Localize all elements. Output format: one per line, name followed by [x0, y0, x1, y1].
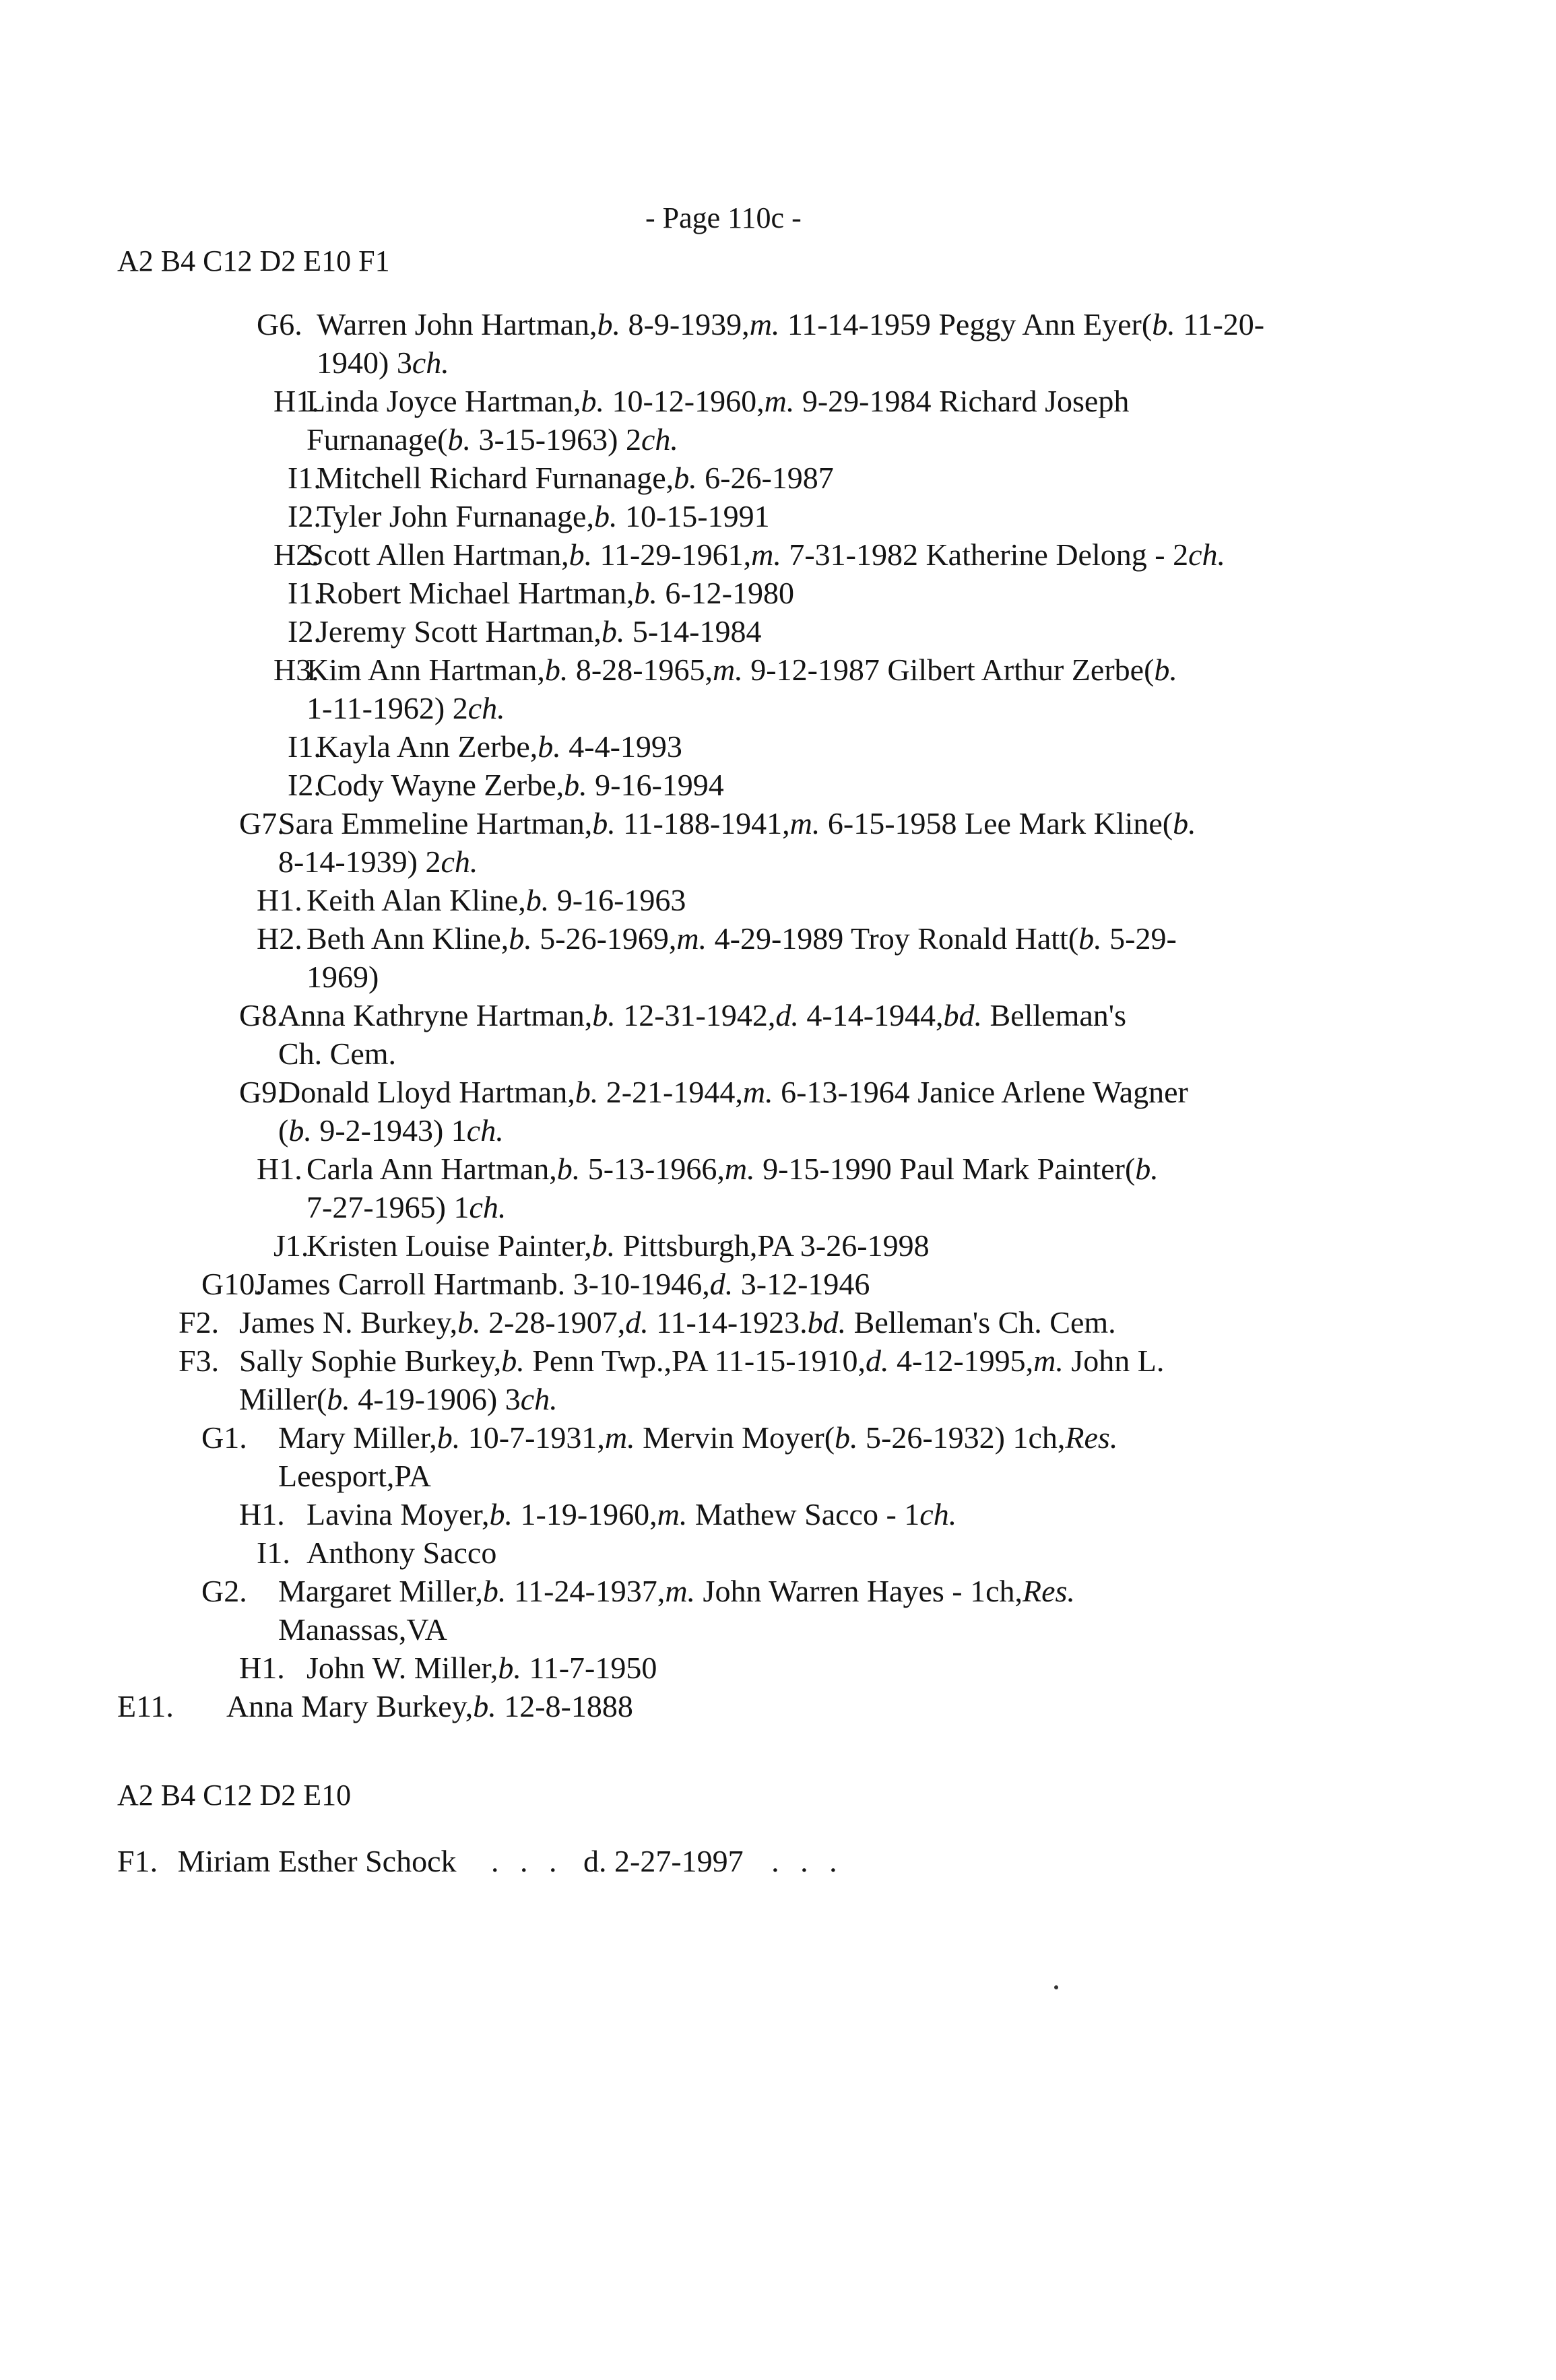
entry-text-continued: 1969): [306, 960, 379, 994]
genealogy-entry: [288, 497, 770, 535]
entry-text: Kayla Ann Zerbe,b. 4-4-1993: [317, 729, 682, 764]
entry-number: I1.: [288, 576, 321, 610]
genealogy-entry: [288, 459, 834, 497]
entry-text: Keith Alan Kline,b. 9-16-1963: [306, 883, 686, 917]
entry-text: Anthony Sacco: [306, 1535, 497, 1570]
entry-number: I2.: [288, 499, 321, 533]
genealogy-entry: [257, 1150, 1159, 1224]
genealogy-entry: [201, 1265, 870, 1303]
entry-text-continued: Manassas,VA: [278, 1612, 447, 1647]
entry-text: Sally Sophie Burkey,b. Penn Twp.,PA 11-15-1910,d. 4-12-1995,m. John L.: [239, 1344, 1165, 1378]
genealogy-entry: [201, 1572, 1075, 1647]
page-title: - Page 110c -: [645, 201, 802, 234]
entry-number: G2.: [201, 1574, 247, 1608]
scan-speck: [1054, 1985, 1058, 1989]
entry-text-continued: Leesport,PA: [278, 1459, 432, 1493]
genealogy-entry: [117, 1687, 633, 1725]
entry-number: F2.: [179, 1305, 220, 1340]
genealogy-entry: [239, 1649, 657, 1687]
genealogy-entry: [288, 574, 794, 612]
genealogy-entry: [239, 804, 1196, 879]
footer-entry: [117, 1843, 844, 1879]
entry-text: Mitchell Richard Furnanage,b. 6-26-1987: [317, 461, 834, 495]
entry-text-continued: (b. 9-2-1943) 1ch.: [278, 1113, 504, 1148]
entry-number: H1.: [239, 1651, 285, 1685]
entry-number: I2.: [288, 614, 321, 649]
entry-number: G9.: [239, 1075, 285, 1109]
footer-entry-number: F1.: [117, 1844, 158, 1878]
genealogy-entry: [273, 535, 1225, 574]
entry-text-continued: 1940) 3ch.: [317, 345, 449, 380]
genealogy-entry: [239, 1073, 1188, 1148]
entry-text: Robert Michael Hartman,b. 6-12-1980: [317, 576, 794, 610]
entry-number: J1.: [273, 1228, 309, 1263]
entry-text: Warren John Hartman,b. 8-9-1939,m. 11-14-1959 Peggy Ann Eyer(b. 11-20-: [317, 307, 1265, 341]
entry-text: Mary Miller,b. 10-7-1931,m. Mervin Moyer(b. 5-26-1932) 1ch,Res.: [278, 1420, 1118, 1455]
genealogy-entry: [273, 382, 1130, 457]
entry-text: Sara Emmeline Hartman,b. 11-188-1941,m. 6-15-1958 Lee Mark Kline(b.: [278, 806, 1196, 840]
genealogy-entry: [273, 651, 1177, 725]
entry-number: I1.: [288, 729, 321, 764]
entry-text-continued: 7-27-1965) 1ch.: [306, 1190, 507, 1224]
entry-text: Anna Mary Burkey,b. 12-8-1888: [226, 1689, 633, 1723]
entry-number: G8.: [239, 998, 285, 1032]
entry-number: G7.: [239, 806, 285, 840]
genealogy-entry: [257, 881, 686, 919]
entry-text-continued: 8-14-1939) 2ch.: [278, 845, 478, 879]
entry-number: H1.: [239, 1497, 285, 1531]
entry-text: Scott Allen Hartman,b. 11-29-1961,m. 7-31-1982 Katherine Delong - 2ch.: [306, 537, 1225, 572]
genealogy-entry: [257, 305, 1265, 380]
entry-text: Margaret Miller,b. 11-24-1937,m. John Warren Hayes - 1ch,Res.: [278, 1574, 1075, 1608]
entry-number: E11.: [117, 1689, 174, 1723]
entry-number: H1.: [273, 384, 319, 418]
entry-number: H3.: [273, 653, 319, 687]
entry-text-continued: Furnanage(b. 3-15-1963) 2ch.: [306, 422, 678, 457]
footer-lineage-code: A2 B4 C12 D2 E10: [117, 1779, 352, 1812]
entry-text-continued: 1-11-1962) 2ch.: [306, 691, 505, 725]
genealogy-entry: [179, 1303, 1116, 1342]
genealogy-entry: [179, 1342, 1165, 1416]
genealogy-entry: [201, 1418, 1118, 1493]
entry-text: Donald Lloyd Hartman,b. 2-21-1944,m. 6-13-1964 Janice Arlene Wagner: [278, 1075, 1188, 1109]
entry-number: G1.: [201, 1420, 247, 1455]
entry-number: H1.: [257, 883, 302, 917]
entry-number: I2.: [288, 768, 321, 802]
entry-text: Kim Ann Hartman,b. 8-28-1965,m. 9-12-1987 Gilbert Arthur Zerbe(b.: [306, 653, 1177, 687]
genealogy-entry: [239, 996, 1126, 1071]
entry-number: H2.: [257, 921, 302, 956]
footer-entry-name: Miriam Esther Schock: [177, 1844, 457, 1878]
entry-text: James Carroll Hartmanb. 3-10-1946,d. 3-12-1946: [255, 1267, 870, 1301]
entry-number: I1.: [257, 1535, 290, 1570]
entry-text: Kristen Louise Painter,b. Pittsburgh,PA 3-26-1998: [306, 1228, 930, 1263]
entry-number: G6.: [257, 307, 302, 341]
header-lineage-code: A2 B4 C12 D2 E10 F1: [117, 244, 390, 277]
genealogy-entry: [239, 1495, 957, 1533]
entry-number: G10.: [201, 1267, 263, 1301]
entry-text: John W. Miller,b. 11-7-1950: [306, 1651, 657, 1685]
genealogy-entry: [288, 766, 724, 804]
entry-text: Linda Joyce Hartman,b. 10-12-1960,m. 9-29-1984 Richard Joseph: [306, 384, 1130, 418]
entry-text: Anna Kathryne Hartman,b. 12-31-1942,d. 4-14-1944,bd. Belleman's: [278, 998, 1126, 1032]
entry-number: H2.: [273, 537, 319, 572]
entry-text: James N. Burkey,b. 2-28-1907,d. 11-14-1923.bd. Belleman's Ch. Cem.: [239, 1305, 1116, 1340]
footer-dots-1: . . .: [491, 1844, 564, 1878]
entry-text-continued: Miller(b. 4-19-1906) 3ch.: [239, 1382, 558, 1416]
genealogy-entry: [288, 612, 762, 651]
entry-number: F3.: [179, 1344, 220, 1378]
entry-number: H1.: [257, 1152, 302, 1186]
entry-text: Carla Ann Hartman,b. 5-13-1966,m. 9-15-1990 Paul Mark Painter(b.: [306, 1152, 1159, 1186]
entry-text: Lavina Moyer,b. 1-19-1960,m. Mathew Sacco - 1ch.: [306, 1497, 957, 1531]
genealogy-entry: [273, 1226, 930, 1265]
genealogy-entry: [288, 727, 682, 766]
footer-dots-2: . . .: [771, 1844, 844, 1878]
entry-text: Jeremy Scott Hartman,b. 5-14-1984: [317, 614, 762, 649]
genealogy-entry: [257, 1533, 497, 1572]
entry-text: Tyler John Furnanage,b. 10-15-1991: [317, 499, 770, 533]
entry-number: I1.: [288, 461, 321, 495]
entry-text: Cody Wayne Zerbe,b. 9-16-1994: [317, 768, 724, 802]
entry-text-continued: Ch. Cem.: [278, 1036, 397, 1071]
entry-text: Beth Ann Kline,b. 5-26-1969,m. 4-29-1989 Troy Ronald Hatt(b. 5-29-: [306, 921, 1177, 956]
footer-entry-death: d. 2-27-1997: [583, 1844, 744, 1878]
genealogy-entry: [257, 919, 1177, 994]
